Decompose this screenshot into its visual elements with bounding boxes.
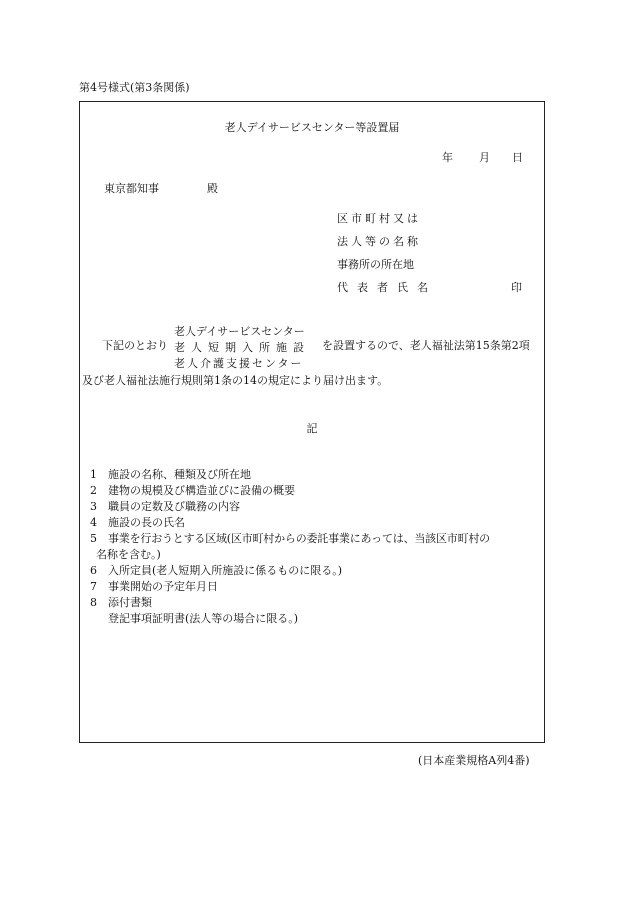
ki-heading: 記 [306,422,318,435]
item-subtext: 登記事項証明書(法人等の場合に限る。) [108,612,299,625]
applicant-line-4: 代表者氏名 [337,281,437,294]
item-number: 8 [90,596,97,609]
item-number: 1 [90,468,97,481]
facility-option-1: 老人デイサービスセンター [174,325,305,338]
date-month: 月 [479,151,490,164]
item-text: 建物の規模及び構造並びに設備の概要 [108,484,295,497]
item-number: 7 [90,580,97,593]
item-text: 入所定員(老人短期入所施設に係るものに限る。) [108,564,343,577]
item-text: 添付書類 [108,596,152,609]
form-number: 第4号様式(第3条関係) [79,81,190,94]
seal-mark: 印 [511,281,522,294]
date-year: 年 [442,151,453,164]
form-title: 老人デイサービスセンター等設置届 [224,121,400,134]
item-number: 6 [90,564,97,577]
item-text: 事業開始の予定年月日 [108,580,218,593]
facility-option-2: 老人短期入所施設 [174,341,310,354]
applicant-line-1: 区市町村又は [337,212,421,225]
body-line-2: 及び老人福祉法施行規則第1条の14の規定により届け出ます。 [82,374,389,387]
facility-options [174,324,310,372]
body-suffix: を設置するので、老人福祉法第15条第2項 [322,339,530,352]
applicant-line-3: 事務所の所在地 [337,258,414,271]
form-frame [79,101,545,743]
item-number: 4 [90,516,97,529]
item-text: 事業を行おうとする区域(区市町村からの委託事業にあっては、当該区市町村の [108,532,490,545]
facility-option-3: 老人介護支援センター [174,357,304,370]
item-number: 5 [90,532,97,545]
item-text: 職員の定数及び職務の内容 [108,500,240,513]
addressee-name: 東京都知事 [104,182,159,195]
footer-standard: (日本産業規格A列4番) [418,754,530,767]
item-text-continuation: 名称を含む。) [96,548,161,561]
item-text: 施設の名称、種類及び所在地 [108,468,251,481]
item-number: 2 [90,484,97,497]
applicant-line-2: 法人等の名称 [337,235,421,248]
item-number: 3 [90,500,97,513]
date-day: 日 [512,151,523,164]
addressee-honorific: 殿 [207,182,218,195]
item-text: 施設の長の氏名 [108,516,185,529]
body-prefix: 下記のとおり [102,339,168,352]
